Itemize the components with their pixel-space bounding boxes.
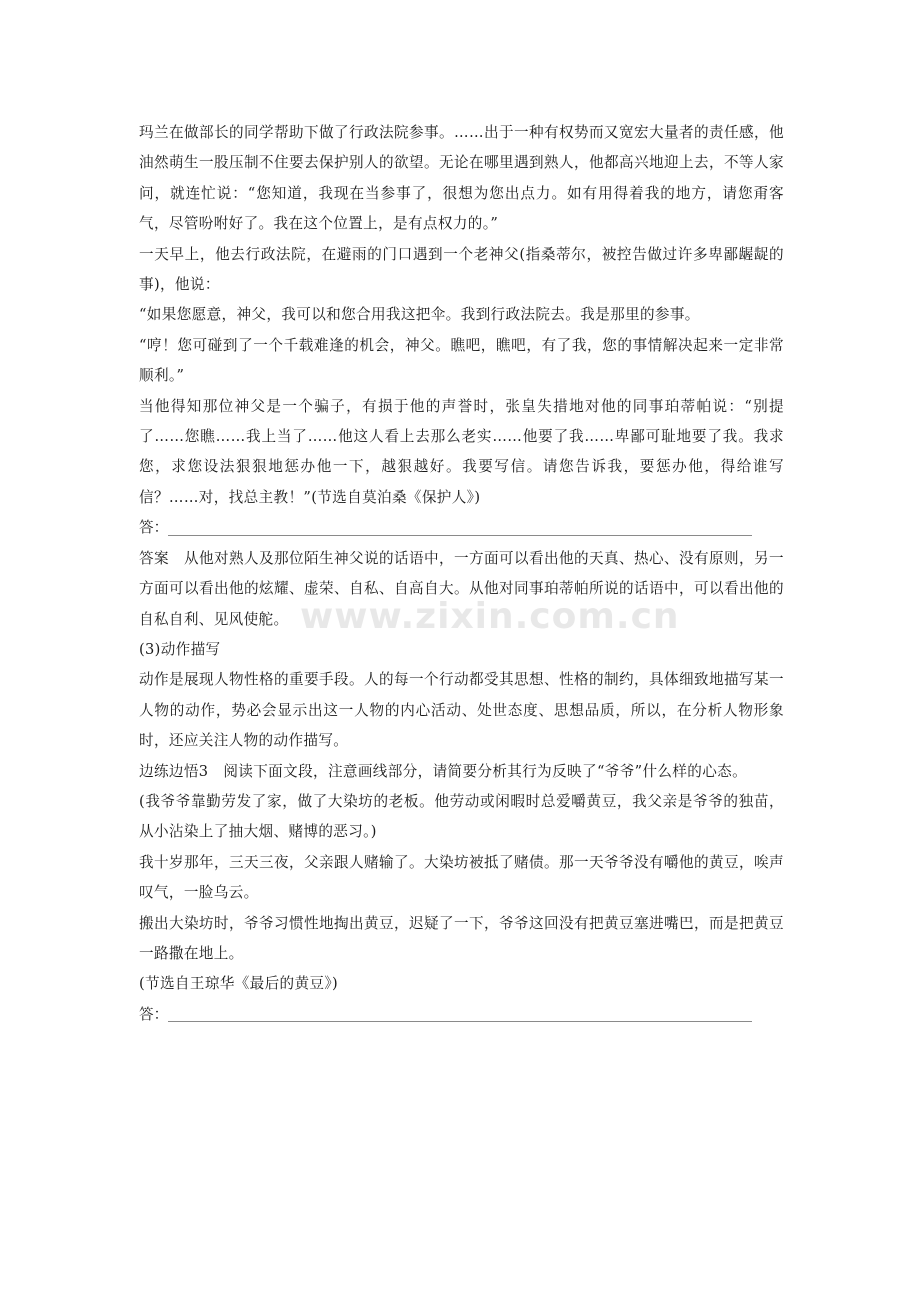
answer-label: 答： <box>139 519 169 537</box>
answer-label: 答： <box>139 1005 169 1023</box>
paragraph-3: “如果您愿意，神父，我可以和您合用我这把伞。我到行政法院去。我是那里的参事。 <box>139 306 700 324</box>
paragraph-5: 当他得知那位神父是一个骗子，有损于他的声誉时，张皇失措地对他的同事珀蒂帕说：“别提了……您瞧……我上当了……他这人看上去那么老实……他要了我……卑鄙可耻地要了我。我求您，求您设法狠狠地惩办他一下，越狠越好。我要写信。请您告诉我，要惩办他，得给谁写信？……对，找总主教！”(节选自莫泊桑《保护人》) <box>139 397 784 506</box>
passage-paragraph-3: 搬出大染坊时，爷爷习惯性地掏出黄豆，迟疑了一下，爷爷这回没有把黄豆塞进嘴巴，而是把黄豆一路撒在地上。 <box>139 914 784 962</box>
section-heading: (3)动作描写 <box>139 640 221 658</box>
answer-text: 答案 从他对熟人及那位陌生神父说的话语中，一方面可以看出他的天真、热心、没有原则，另一方面可以看出他的炫耀、虚荣、自私、自高自大。从他对同事珀蒂帕所说的话语中，可以看出他的自私自利、见风使舵。 <box>139 549 784 628</box>
passage-source: (节选自王琼华《最后的黄豆》) <box>139 975 339 993</box>
answer-field-1[interactable] <box>139 513 784 543</box>
section-intro: 动作是展现人物性格的重要手段。人的每一个行动都受其思想、性格的制约，具体细致地描写某一人物的动作，势必会显示出这一人物的内心活动、处世态度、思想品质，所以，在分析人物形象时，还应关注人物的动作描写。 <box>139 671 784 750</box>
paragraph-1: 玛兰在做部长的同学帮助下做了行政法院参事。……出于一种有权势而又宽宏大量者的责任感，他油然萌生一股压制不住要去保护别人的欲望。无论在哪里遇到熟人，他都高兴地迎上去，不等人家问，就连忙说：“您知道，我现在当参事了，很想为您出点力。如有用得着我的地方，请您甭客气，尽管吩咐好了。我在这个位置上，是有点权力的。” <box>139 124 784 233</box>
passage-paragraph-2: 我十岁那年，三天三夜，父亲跟人赌输了。大染坊被抵了赌债。那一天爷爷没有嚼他的黄豆，唉声叹气，一脸乌云。 <box>139 853 784 902</box>
document-page <box>139 118 784 1030</box>
answer-underline <box>168 1020 752 1022</box>
paragraph-2: 一天早上，他去行政法院，在避雨的门口遇到一个老神父(指桑蒂尔，被控告做过许多卑鄙龌龊的事)，他说： <box>139 245 784 294</box>
answer-underline <box>168 534 752 536</box>
paragraph-4: “哼！您可碰到了一个千载难逢的机会，神父。瞧吧，瞧吧，有了我，您的事情解决起来一定非常顺利。” <box>139 336 784 385</box>
exercise-prompt: 边练边悟3 阅读下面文段，注意画线部分，请简要分析其行为反映了“爷爷”什么样的心态。 <box>139 762 748 780</box>
answer-field-2[interactable] <box>139 1000 784 1030</box>
passage-paragraph-1: (我爷爷靠勤劳发了家，做了大染坊的老板。他劳动或闲暇时总爱嚼黄豆，我父亲是爷爷的独苗，从小沾染上了抽大烟、赌博的恶习。) <box>139 792 784 841</box>
watermark: www.zixin.com.cn <box>300 596 680 637</box>
